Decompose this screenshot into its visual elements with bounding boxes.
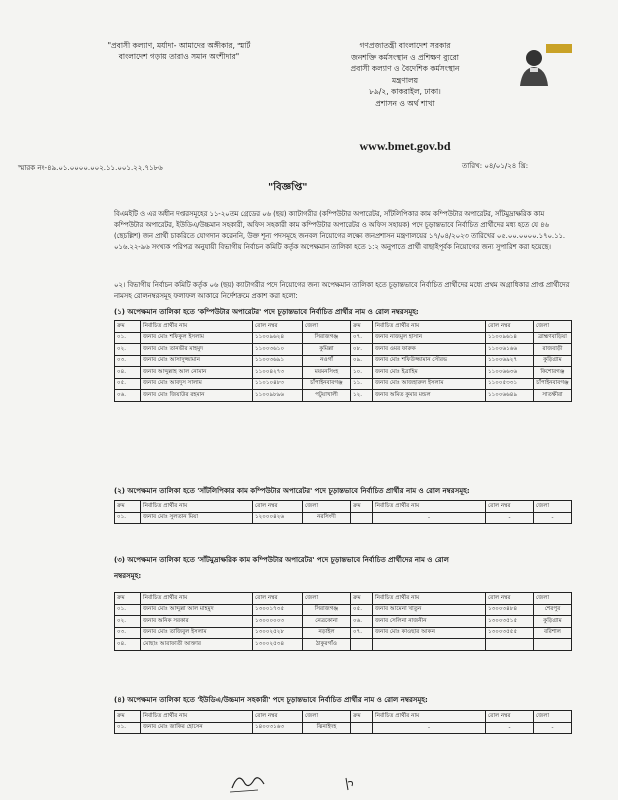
table-cell: ঠাকুরগাঁও (303, 639, 351, 651)
header-cell: ক্রম (351, 501, 373, 513)
header-cell: রোল নম্বর (486, 321, 534, 333)
table-cell: জনাব মোঃ তানভীর মাহমুদ (141, 344, 253, 356)
header-motto: "প্রবাসী কল্যাণ, মর্যাদা- আমাদের অঙ্গীকার, স্মার্ট বাংলাদেশ গড়ায় তারাও সমান অংশীদার" (107, 41, 251, 61)
table-cell: ১৩০০১৭৩৫ (253, 604, 303, 616)
section-1-table (114, 320, 572, 402)
header-cell: নির্বাচিত প্রার্থীর নাম (141, 501, 253, 513)
table-cell: ০৩. (115, 355, 141, 367)
table-cell: - (534, 512, 572, 524)
section-1-heading: (১) অপেক্ষমান তালিকা হতে 'কম্পিউটার অপারেটর' পদে চূড়ান্তভাবে নির্বাচিত প্রার্থীর নাম ও রোল নম্বরসমূহ: (114, 308, 419, 316)
table-cell: ১১০০৯৮৯৬ (253, 390, 303, 402)
table-cell: জনাব মোঃ তাজিবুল ইসলাম (141, 627, 253, 639)
header-cell: নির্বাচিত প্রার্থীর নাম (141, 593, 253, 605)
section-3-heading-cont: নম্বরসমূহ: (114, 572, 142, 580)
table-cell: ০৫. (351, 604, 373, 616)
government-address-block (300, 40, 510, 109)
header-cell: ক্রম (115, 711, 141, 723)
header-cell: জেলা (303, 501, 351, 513)
table-header-row (115, 501, 572, 513)
section-4-table (114, 710, 572, 734)
table-cell: ১২. (351, 390, 373, 402)
notice-title: "বিজ্ঞপ্তি" (268, 182, 308, 193)
table-cell: ১১০০৫৩৩১ (486, 378, 534, 390)
header-cell: রোল নম্বর (253, 711, 303, 723)
table-cell: ১১০০৯৬১৪ (486, 332, 534, 344)
table-cell: ০৯. (351, 355, 373, 367)
header-cell: নির্বাচিত প্রার্থীর নাম (373, 321, 486, 333)
table-row (115, 616, 572, 628)
table-cell: নরসিংদী (303, 512, 351, 524)
initial-mark (340, 774, 360, 794)
memo-date: তারিখ: ০৪/০১/২৪ খ্রি: (462, 162, 529, 170)
signature (228, 768, 268, 796)
table-cell: ১৪০০৩১৬৩ (253, 722, 303, 734)
header-cell: নির্বাচিত প্রার্থীর নাম (373, 593, 486, 605)
table-cell: কুড়িগ্রাম (534, 616, 572, 628)
header-cell: জেলা (303, 711, 351, 723)
table-cell (351, 639, 373, 651)
table-row (115, 378, 572, 390)
gov-line: মন্ত্রণালয় (391, 75, 419, 85)
section-4-heading: (৪) অপেক্ষমান তালিকা হতে 'ইউডিএ/উচ্চমান সহকারী' পদে চূড়ান্তভাবে নির্বাচিত প্রার্থীর নাম ও রোল নম্বরসমূহ: (114, 696, 428, 704)
table-cell: জনাব মোঃ কাওছার আকন (373, 627, 486, 639)
table-row (115, 604, 572, 616)
table-cell: সিরাজগঞ্জ (303, 332, 351, 344)
table-header-row (115, 321, 572, 333)
website-url: www.bmet.gov.bd (359, 139, 451, 153)
table-cell: ১৩০০২৫২৮ (253, 627, 303, 639)
table-cell: ব্রাহ্মণবাড়িয়া (534, 332, 572, 344)
table-cell: ময়মনসিংহ (303, 367, 351, 379)
table-cell: ১৩০০২৫৩৪ (253, 639, 303, 651)
table-cell: ১১০০৬৬৪৯ (486, 390, 534, 402)
table-cell: জনাব মোঃ শফিকুল ইসলাম (141, 332, 253, 344)
table-cell: বরিশাল (534, 627, 572, 639)
header-cell: ক্রম (115, 321, 141, 333)
header-cell: ক্রম (351, 593, 373, 605)
table-cell: জনাব মোঃ আজহারুল ইসলাম (373, 378, 486, 390)
table-cell: ১৩০০৩৫১৫ (486, 616, 534, 628)
table-cell: ০৭. (351, 332, 373, 344)
table-cell: ০২. (115, 344, 141, 356)
table-cell: ১১০০৬৬৩৬ (486, 367, 534, 379)
table-cell: - (373, 512, 486, 524)
gov-line: জনশক্তি কর্মসংস্থান ও প্রশিক্ষণ ব্যুরো (351, 52, 459, 62)
table-cell: জনাব মোঃ শফিউজ্জামান সৌরভ (373, 355, 486, 367)
table-cell: ১১০০৩৬৯১ (253, 355, 303, 367)
table-cell: ০৩. (115, 627, 141, 639)
memo-number: স্মারক নং-৪৯.০১.০০০০.০০২.১১.০০১.২২.৭১৮৬ (18, 164, 163, 172)
table-cell: - (373, 722, 486, 734)
table-cell (373, 639, 486, 651)
table-cell: ঝিনাইদহ (303, 722, 351, 734)
section-3-table (114, 592, 572, 651)
header-cell: রোল নম্বর (486, 501, 534, 513)
table-cell: ০৬. (115, 390, 141, 402)
header-cell: নির্বাচিত প্রার্থীর নাম (141, 321, 253, 333)
table-cell: জনাব অনিক সরকার (141, 616, 253, 628)
table-cell: ০৫. (115, 378, 141, 390)
header-cell: নির্বাচিত প্রার্থীর নাম (373, 501, 486, 513)
table-cell: জনাব মোঃ সুলতান মিয়া (141, 512, 253, 524)
table-cell: ১৩০০০০০৩ (253, 616, 303, 628)
table-row (115, 627, 572, 639)
header-cell: ক্রম (351, 711, 373, 723)
table-cell: ০২. (115, 616, 141, 628)
table-cell: ০১. (115, 332, 141, 344)
table-cell: ১৩০০৩৪৮৪ (486, 604, 534, 616)
table-row (115, 390, 572, 402)
table-cell: জনাব অমিত কুমার মন্ডল (373, 390, 486, 402)
table-cell: ০৪. (115, 639, 141, 651)
table-cell: ০১. (115, 604, 141, 616)
table-cell: ০৭. (351, 627, 373, 639)
table-cell: সিরাজগঞ্জ (303, 604, 351, 616)
table-cell: কুমিল্লা (303, 344, 351, 356)
table-cell: চাঁপাইনবাবগঞ্জ (534, 378, 572, 390)
table-cell (486, 639, 534, 651)
header-cell: ক্রম (115, 593, 141, 605)
gov-line: গণপ্রজাতন্ত্রী বাংলাদেশ সরকার (359, 41, 451, 50)
table-cell: সাতক্ষীরা (534, 390, 572, 402)
table-cell: জনাব মোঃ জাকির হোসেন (141, 722, 253, 734)
table-cell: মোছাঃ আরাফাতী আক্তার (141, 639, 253, 651)
portrait-logo (516, 42, 576, 86)
table-cell: ০৮. (351, 344, 373, 356)
table-cell: - (486, 512, 534, 524)
table-cell (534, 639, 572, 651)
gov-line: প্রশাসন ও অর্থ শাখা (375, 98, 435, 108)
table-cell: ১১০০৬৯২৭ (486, 355, 534, 367)
table-cell: কিশোরগঞ্জ (534, 367, 572, 379)
table-cell: ১১০০৩৬১০ (253, 344, 303, 356)
header-cell: ক্রম (115, 501, 141, 513)
table-cell: - (486, 722, 534, 734)
table-cell: জনাব আমেনা খাতুন (373, 604, 486, 616)
header-cell: রোল নম্বর (486, 711, 534, 723)
table-row (115, 512, 572, 524)
paragraph-2: ০২। বিভাগীয় নির্বাচন কমিটি কর্তৃক ০৬ (ছয়) ক্যাটাগরীর পদে নিয়োগের জন্য অপেক্ষমান তালিকা হতে চূড়ান্তভাবে নির্বাচিত প্রার্থীদের মধ্যে প্রথম অগ্রাধিকার প্রাপ্ত প্রার্থীদের নামসহ রোলনম্বরসমূহ ফলাফল আকারে নির্দেশক্রমে প্রকাশ করা হলো: (114, 281, 570, 300)
table-cell: জনাব নাজমুল হাসান (373, 332, 486, 344)
header-cell: রোল নম্বর (253, 593, 303, 605)
table-cell: জনাব মোঃ ইব্রাহিম (373, 367, 486, 379)
section-2-table (114, 500, 572, 524)
header-cell: রোল নম্বর (486, 593, 534, 605)
table-cell: জনাব মোঃ আবদুস সালাম (141, 378, 253, 390)
table-cell: জনাব আব্দুল্লাহ আল নোমান (141, 367, 253, 379)
gov-line: প্রবাসী কল্যাণ ও বৈদেশিক কর্মসংস্থান (350, 64, 460, 73)
paragraph-1: বিএমইটি ও এর অধীন দপ্তরসমূহের ১১-২০তম গ্রেডের ০৬ (ছয়) ক্যাটাগরীর (কম্পিউটার অপারেটর, সাঁটলিপিকার কাম কম্পিউটার অপারেটর, সাঁটমুদ্রাক্ষরিক কাম কম্পিউটার অপারেটর, ইউডিএ/উচ্চমান সহকারী, অফিস সহকারী কাম কম্পিউটার অপারেটর ও অফিস সহায়ক) পদে চূড়ান্তভাবে নির্বাচিত প্রার্থীদের মধ্য হতে যে ৪৬ (ছেচল্লিশ) জন প্রার্থী চাকরিতে যোগদান করেননি, উক্ত শূন্য পদসমূহে জনবল নিয়োগের লক্ষ্যে জনপ্রশাসন মন্ত্রণালয়ের ১৭/০৪/২০২৩ তারিখের ০৫.০০.০০০০.১৭০.১১. ০১৬.২২-৯৬ সংখ্যক পরিপত্র অনুযায়ী বিভাগীয় নির্বাচন কমিটি কর্তৃক অপেক্ষমান তালিকা হতে ১:২ অনুপাতে প্রার্থী বাছাইপূর্বক নিয়োগের জন্য সুপারিশ করা হয়েছে। (114, 210, 566, 251)
table-row (115, 722, 572, 734)
header-cell: জেলা (534, 501, 572, 513)
table-cell: পটুয়াখালী (303, 390, 351, 402)
table-cell: ০১. (115, 512, 141, 524)
table-cell (351, 722, 373, 734)
table-cell: জনাব মোঃ আসাদুজ্জামান (141, 355, 253, 367)
section-3-heading: (৩) অপেক্ষমান তালিকা হতে 'সাঁটমুদ্রাক্ষরিক কাম কম্পিউটার অপারেটর' পদে চূড়ান্তভাবে নির্বাচিত প্রার্থীদের নাম ও রোল (114, 556, 449, 564)
table-cell: জনাব মোঃ জিয়াউর রহমান (141, 390, 253, 402)
table-cell: জনাব ওমর ফারুক (373, 344, 486, 356)
header-cell: রোল নম্বর (253, 501, 303, 513)
table-cell: ১১০০৯৬২৪ (253, 332, 303, 344)
table-cell: নওগাঁ (303, 355, 351, 367)
table-cell: নড়াইল (303, 627, 351, 639)
header-cell: জেলা (303, 593, 351, 605)
table-cell: ১২০০০৪২৬ (253, 512, 303, 524)
table-cell: শেরপুর (534, 604, 572, 616)
header-cell: জেলা (534, 711, 572, 723)
table-cell (351, 512, 373, 524)
table-cell: ০১. (115, 722, 141, 734)
table-cell: ১১০১০৪৮৩ (253, 378, 303, 390)
table-cell: নেত্রকোনা (303, 616, 351, 628)
table-cell: জনাব সেলিনা নাজনীন (373, 616, 486, 628)
header-cell: রোল নম্বর (253, 321, 303, 333)
header-cell: নির্বাচিত প্রার্থীর নাম (373, 711, 486, 723)
table-cell: ০৪. (115, 367, 141, 379)
table-row (115, 344, 572, 356)
table-cell: ১১. (351, 378, 373, 390)
table-cell: - (534, 722, 572, 734)
header-cell: জেলা (534, 593, 572, 605)
header-cell: ক্রম (351, 321, 373, 333)
header-cell: জেলা (303, 321, 351, 333)
table-row (115, 332, 572, 344)
table-cell: জনাব মোঃ আব্দুল্লা আল মাহমুদ (141, 604, 253, 616)
table-cell: চাঁপাইনবাবগঞ্জ (303, 378, 351, 390)
table-row (115, 355, 572, 367)
table-header-row (115, 711, 572, 723)
table-header-row (115, 593, 572, 605)
table-cell: ১০. (351, 367, 373, 379)
header-cell: জেলা (534, 321, 572, 333)
table-cell: ১১০০৬১৬৬ (486, 344, 534, 356)
table-row (115, 367, 572, 379)
table-row (115, 639, 572, 651)
header-cell: নির্বাচিত প্রার্থীর নাম (141, 711, 253, 723)
table-cell: ০৬. (351, 616, 373, 628)
table-cell: কুড়িগ্রাম (534, 355, 572, 367)
gov-line: ৮৯/২, কাকরাইল, ঢাকা। (369, 87, 441, 96)
section-2-heading: (২) অপেক্ষমান তালিকা হতে 'সাঁটলিপিকার কাম কম্পিউটার অপারেটর' পদে চূড়ান্তভাবে নির্বাচিত প্রার্থীর নাম ও রোল নম্বরসমূহ: (114, 487, 470, 495)
table-cell: ১৩০০৩৫৫৫ (486, 627, 534, 639)
table-cell: ১১০০৪২৭৩ (253, 367, 303, 379)
table-cell: রাজবাড়ী (534, 344, 572, 356)
